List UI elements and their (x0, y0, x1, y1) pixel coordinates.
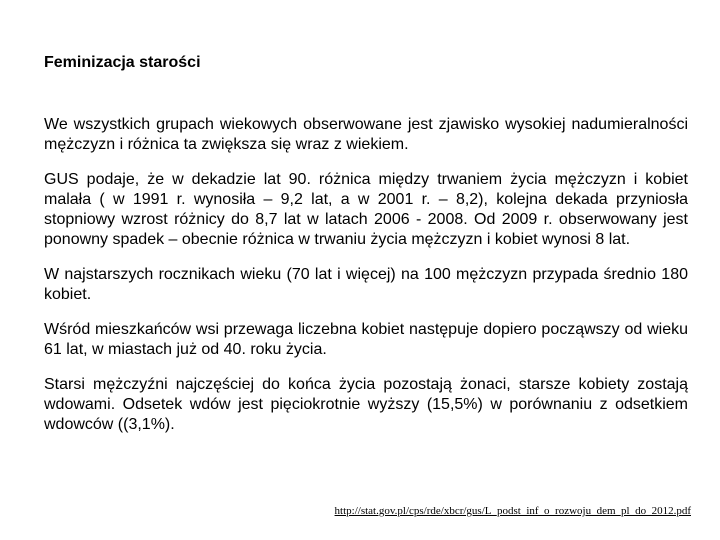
paragraph-widowhood: Starsi mężczyźni najczęściej do końca życia pozostają żonaci, starsze kobiety zostają wdowami. Odsetek wdów jest pięciokrotnie wyższy (15,5%) w porównaniu z odsetkiem wdowców ((3,1%). (44, 376, 688, 433)
paragraph-excess-mortality: We wszystkich grupach wiekowych obserwowane jest zjawisko wysokiej nadumieralności mężczyzn i różnica ta zwiększa się wraz z wiekiem. (44, 116, 688, 153)
source-link[interactable]: http://stat.gov.pl/cps/rde/xbcr/gus/L_podst_inf_o_rozwoju_dem_pl_do_2012.pdf (334, 505, 691, 517)
paragraph-life-expectancy-gap: GUS podaje, że w dekadzie lat 90. różnica między trwaniem życia mężczyzn i kobiet malała ( w 1991 r. wynosiła – 9,2 lat, a w 2001 r. – 8,2), kolejna dekada przyniosła stopniowy wzrost różnicy do 8,7 lat w latach 2006 - 2008. Od 2009 r. obserwowany jest ponowny spadek – obecnie różnica w trwaniu życia mężczyzn i kobiet wynosi 8 lat. (44, 171, 688, 248)
paragraph-rural-urban: Wśród mieszkańców wsi przewaga liczebna kobiet następuje dopiero począwszy od wieku 61 lat, w miastach już od 40. roku życia. (44, 321, 688, 358)
slide-title: Feminizacja starości (44, 54, 201, 71)
paragraph-oldest-cohorts: W najstarszych rocznikach wieku (70 lat i więcej) na 100 mężczyzn przypada średnio 180 kobiet. (44, 266, 688, 303)
slide-body (44, 115, 688, 435)
